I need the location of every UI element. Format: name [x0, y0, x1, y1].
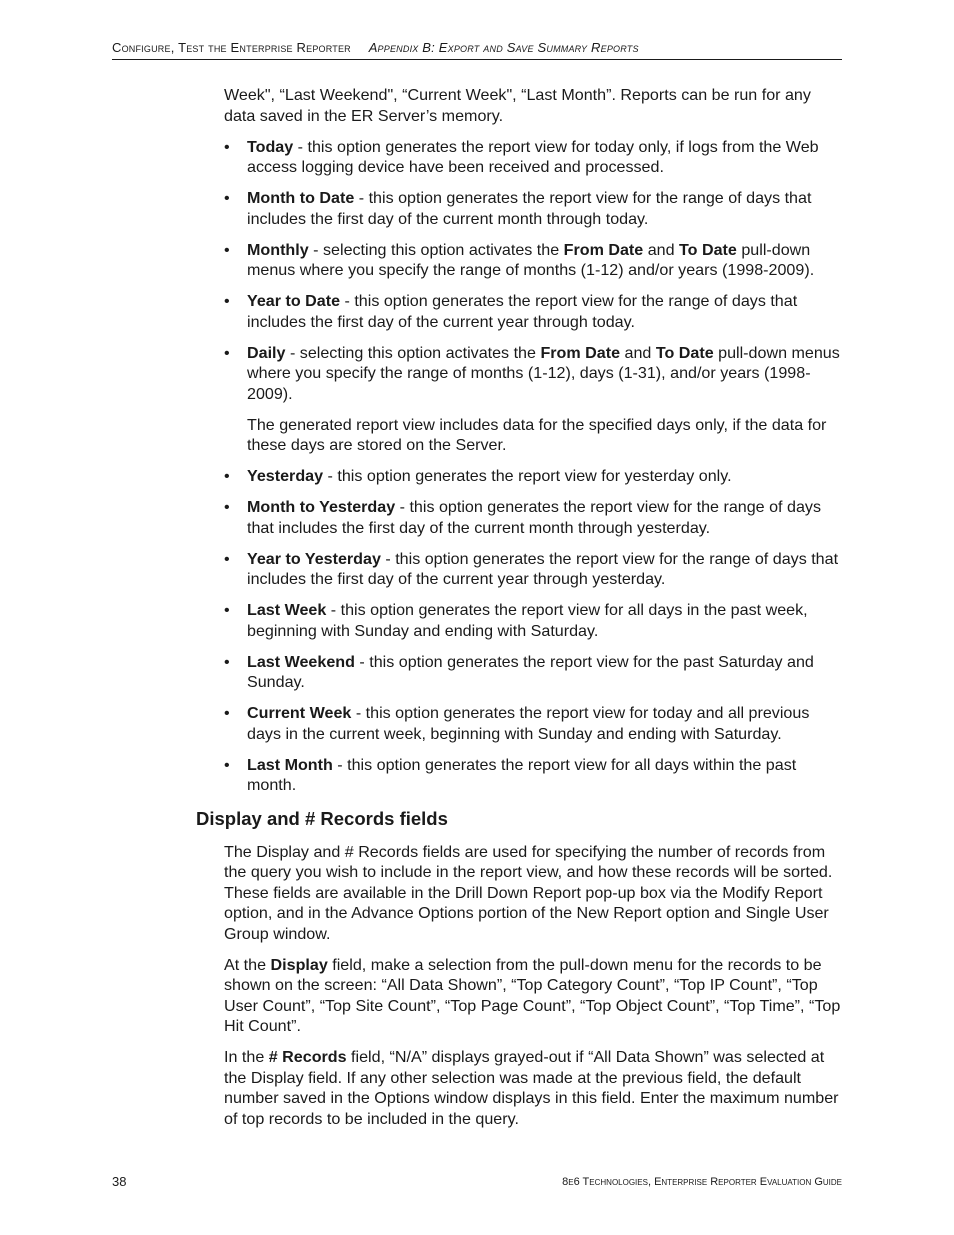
list-item: • Monthly - selecting this option activates the From Date and To Date pull-down menus where you specify the range of months (1-12) and/or years (1998-2009). — [224, 240, 815, 279]
bullet-dot: • — [224, 601, 230, 619]
term: Last Week — [247, 601, 327, 619]
list-item: • Last Week - this option generates the report view for all days in the past week, beginning with Sunday and ending with Saturday. — [224, 601, 808, 640]
list-item: • Year to Yesterday - this option generates the report view for the range of days that includes the first day of the current year through yesterday. — [224, 549, 839, 588]
bullet-dot: • — [224, 549, 230, 568]
header-divider — [112, 59, 842, 60]
page-body — [196, 85, 844, 1140]
report-period-list — [224, 137, 844, 405]
term: Month to Yesterday — [247, 498, 396, 516]
term: Year to Yesterday — [247, 549, 381, 568]
list-item: • Year to Date - this option generates the report view for the range of days that includes the first day of the current year through today. — [224, 292, 798, 331]
running-header — [112, 40, 842, 55]
bullet-dot: • — [224, 240, 230, 259]
term: Daily — [247, 343, 286, 362]
term: Last Weekend — [247, 652, 355, 671]
list-item: • Last Weekend - this option generates the report view for the past Saturday and Sunday. — [224, 652, 814, 691]
bullet-dot: • — [224, 343, 230, 362]
list-item: • Last Month - this option generates the report view for all days within the past month. — [224, 755, 797, 794]
paragraph-display-field: At the Display field, make a selection from the pull-down menu for the records to be shown on the screen: “All Data Shown”, “Top Category Count”, “Top IP Count”, “Top User Count”, “Top Site Count”, “Top Page Count”, “Top Object Count”, “Top Time”, “Top Hit Count”. — [224, 955, 841, 1035]
page-number: 38 — [112, 1174, 127, 1189]
list-item: • Today - this option generates the report view for today only, if logs from the Web access logging device have been received and processed. — [224, 137, 819, 176]
report-period-list-continued — [224, 466, 844, 796]
term: Yesterday — [247, 467, 324, 485]
list-item: • Current Week - this option generates the report view for today and all previous days in the current week, beginning with Sunday and ending with Saturday. — [224, 704, 810, 743]
bullet-dot: • — [224, 652, 230, 671]
paragraph-records-field: In the # Records field, “N/A” displays grayed-out if “All Data Shown” was selected at the Display field. If any other selection was made at the previous field, the default number saved in the Options window displays in this field. Enter the maximum number of top records to be included in the query. — [224, 1048, 839, 1128]
bullet-dot: • — [224, 292, 230, 310]
list-item: • Daily - selecting this option activates the From Date and To Date pull-down menus where you specify the range of months (1-12), days (1-31), and/or years (1998-2009). — [224, 343, 840, 403]
bullet-dot: • — [224, 704, 230, 722]
header-appendix: Appendix B: Export and Save Summary Reports — [368, 40, 639, 55]
list-item: • Month to Date - this option generates the report view for the range of days that includes the first day of the current month through today. — [224, 189, 812, 228]
section-heading: Display and # Records fields — [196, 807, 448, 829]
intro-paragraph: Week", “Last Weekend", “Current Week", “Last Month”. Reports can be run for any data saved in the ER Server’s memory. — [224, 86, 811, 125]
paragraph-fields-overview: The Display and # Records fields are used for specifying the number of records from the query you wish to include in the report view, and how these records will be sorted. These fields are available in the Drill Down Report pop-up box via the Modify Report option, and in the Advance Options portion of the New Report option and Single User Group window. — [224, 842, 833, 943]
bullet-dot: • — [224, 137, 230, 156]
bullet-dot: • — [224, 467, 230, 485]
footer-guide-title: 8e6 Technologies, Enterprise Reporter Evaluation Guide — [562, 1176, 842, 1188]
daily-note: The generated report view includes data for the specified days only, if the data for these days are stored on the Server. — [247, 415, 827, 454]
term: Month to Date — [247, 189, 355, 207]
list-item: • Yesterday - this option generates the report view for yesterday only. — [224, 467, 732, 485]
bullet-dot: • — [224, 498, 230, 516]
term: Today — [247, 137, 294, 156]
term: Year to Date — [247, 292, 341, 310]
term: Current Week — [247, 704, 352, 722]
term: Monthly — [247, 240, 309, 259]
term: Last Month — [247, 755, 333, 774]
bullet-dot: • — [224, 189, 230, 207]
list-item: • Month to Yesterday - this option generates the report view for the range of days that includes the first day of the current month through yesterday. — [224, 498, 821, 537]
bullet-dot: • — [224, 755, 230, 774]
header-chapter: Configure, Test the Enterprise Reporter — [112, 40, 351, 55]
